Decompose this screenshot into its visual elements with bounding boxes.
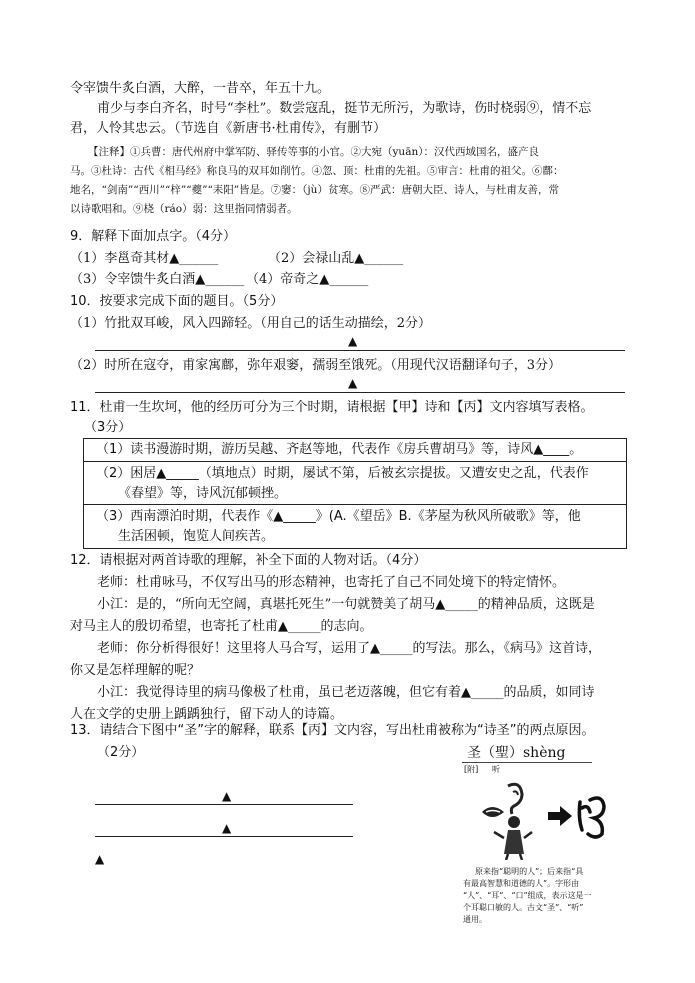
passage-line-1: 令宰馈牛炙白酒，大醉，一昔卒，年五十九。 xyxy=(70,81,331,96)
person-icon xyxy=(494,816,532,860)
q13-answer-line-2[interactable] xyxy=(95,836,353,837)
q12-student-2a[interactable]: 小江：我觉得诗里的病马像极了杜甫，虽已老迈落魄，但它有着▲_____的品质，如同诗 xyxy=(97,685,595,700)
q13-title: 13．请结合下图中“圣”字的解释，联系【丙】文内容，写出杜甫被称为“诗圣”的两点原因。 xyxy=(70,723,595,738)
q12-student-2b: 人在文学的史册上踽踽独行，留下动人的诗篇。 xyxy=(70,707,344,722)
q11-table xyxy=(83,438,627,549)
notes-line-2: 马。③杜诗：古代《相马经》称良马的双耳如削竹。④忽、顶：杜甫的先祖。⑤审言：杜甫的祖父。⑥鄜： xyxy=(70,165,564,177)
passage-line-3: 君，人怜其忠云。（节选自《新唐书·杜甫传》，有删节） xyxy=(70,121,387,136)
q9-item-2[interactable]: （2）会禄山乱▲______ xyxy=(268,251,404,266)
figure-caption-2: 有最高智慧和道德的人”。字形由 xyxy=(463,879,580,888)
figure-caption-4: 个耳聪口敏的人。古文“圣”、“听” xyxy=(463,903,584,912)
figure-divider xyxy=(462,762,592,763)
q9-title: 9．解释下面加点字。（4分） xyxy=(70,229,237,244)
q11-title: 11．杜甫一生坎坷，他的经历可分为三个时期，请根据【甲】诗和【丙】文内容填写表格。 xyxy=(70,400,594,415)
notes-line-1: 【注释】①兵曹：唐代州府中掌军防、驿传等事的小官。②大宛（yuān）：汉代西域国名，盛产良 xyxy=(88,146,539,158)
q12-title: 12．请根据对两首诗歌的理解，补全下面的人物对话。（4分） xyxy=(70,553,427,568)
q12-teacher-2a[interactable]: 老师：你分析得很好！这里将人马合写，运用了▲_____的写法。那么，《病马》这首诗， xyxy=(97,641,601,656)
figure-tag-2: 听 xyxy=(492,765,500,774)
figure-caption-5: 通用。 xyxy=(463,915,487,924)
q11-row-2 xyxy=(84,462,626,505)
passage-line-2: 甫少与李白齐名，时号“李杜”。数尝寇乱，挺节无所污，为歌诗，伤时桡弱⑨，情不忘 xyxy=(97,101,592,116)
arrow-right-icon xyxy=(548,806,572,826)
ancient-glyph-icon xyxy=(579,798,604,837)
q11-row-1 xyxy=(84,439,626,462)
q10-answer-line-2[interactable] xyxy=(95,392,625,393)
q13-answer-mark-3: ▲ xyxy=(95,852,105,866)
q11-score: （3分） xyxy=(84,420,132,435)
q12-student-1a[interactable]: 小江：是的，“所向无空阔，真堪托死生”一句就赞美了胡马▲_____的精神品质，这既是 xyxy=(97,597,595,612)
q10-answer-mark-2: ▲ xyxy=(348,376,358,390)
q12-student-1b[interactable]: 对马主人的殷切希望，也寄托了杜甫▲_____的志向。 xyxy=(70,619,373,634)
q9-item-1[interactable]: （1）李邕奇其材▲______ xyxy=(70,251,219,266)
q13-score: （2分） xyxy=(97,745,145,760)
q11-row-3-text-a[interactable]: （3）西南漂泊时期，代表作《▲_____》(A.《望岳》B.《茅屋为秋风所破歌》等，他 xyxy=(96,509,581,524)
q10-answer-line-1[interactable] xyxy=(95,350,625,351)
ear-icon xyxy=(508,784,522,814)
notes-line-4: 以诗歌唱和。⑨桡（ráo）弱：这里指同情弱者。 xyxy=(70,203,298,215)
q12-teacher-1: 老师：杜甫咏马，不仅写出马的形态精神，也寄托了自己不同处境下的特定情怀。 xyxy=(97,575,566,590)
sheng-illustration xyxy=(478,778,618,860)
q11-row-1-text[interactable]: （1）读书漫游时期，游历吴越、齐赵等地，代表作《房兵曹胡马》等，诗风▲____。 xyxy=(96,442,583,457)
q13-answer-mark-2: ▲ xyxy=(222,821,232,835)
figure-caption-3: “人”、“耳”、“口”组成，表示这是一 xyxy=(463,891,592,900)
q11-row-3 xyxy=(84,505,626,548)
notes-line-3: 地名，“剑南”“西川”“梓”“夔”“耒阳”皆是。⑦窭：（jù）贫寒。⑧严武：唐朝大臣、诗人，与杜甫友善，常 xyxy=(70,184,559,196)
q10-item-1: （1）竹批双耳峻，风入四蹄轻。（用自己的话生动描绘，2分） xyxy=(70,316,432,331)
q10-title: 10．按要求完成下面的题目。（5分） xyxy=(70,294,284,309)
figure-tag: [附] xyxy=(464,765,479,774)
q11-row-3-text-b: 生活困顿，饱览人间疾苦。 xyxy=(118,529,275,544)
figure-caption-1: 原来指“聪明的人”；后来指“具 xyxy=(475,867,584,876)
figure-headword: 圣（聖）shèng xyxy=(467,745,566,761)
mouth-icon xyxy=(482,807,504,817)
q10-answer-mark-1: ▲ xyxy=(348,334,358,348)
q9-item-3[interactable]: （3）令宰馈牛炙白酒▲______ xyxy=(70,272,245,287)
q10-item-2: （2）时所在寇夺，甫家寓鄜，弥年艰窭，孺弱至饿死。（用现代汉语翻译句子，3分） xyxy=(70,358,562,373)
q13-answer-line-1[interactable] xyxy=(95,804,353,805)
q9-item-4[interactable]: （4）帝奇之▲______ xyxy=(246,272,369,287)
q12-teacher-2b: 你又是怎样理解的呢？ xyxy=(70,663,201,678)
q11-row-2-text-a[interactable]: （2）困居▲_____（填地点）时期，屡试不第，后被玄宗提拔。又遭安史之乱，代表作 xyxy=(96,466,589,481)
q13-answer-mark-1: ▲ xyxy=(222,789,232,803)
q11-row-2-text-b: 《春望》等，诗风沉郁顿挫。 xyxy=(118,486,288,501)
